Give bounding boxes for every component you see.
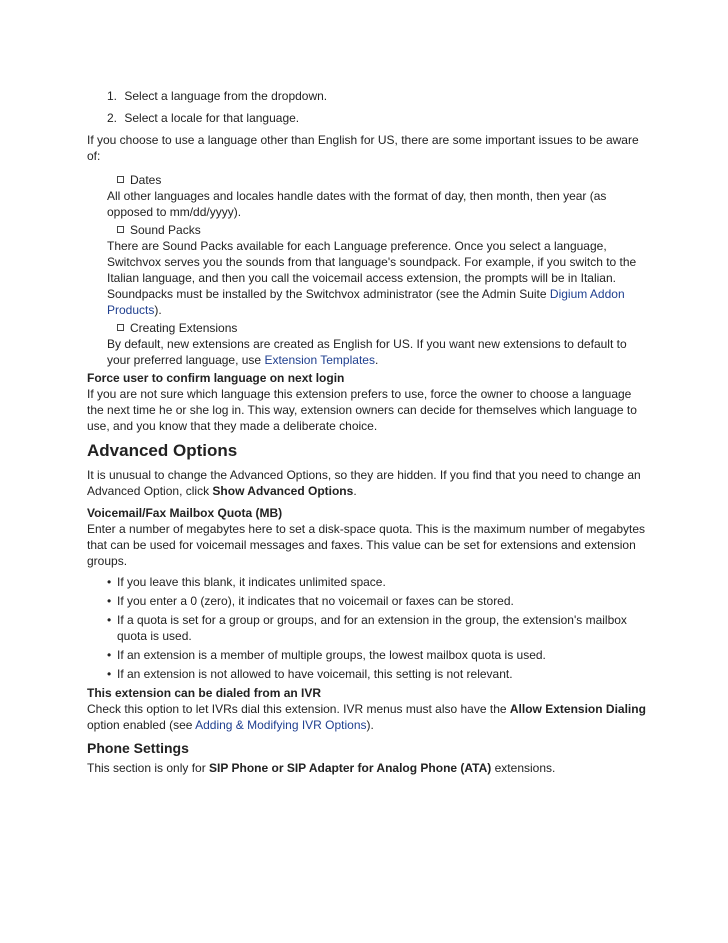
quota-heading: Voicemail/Fax Mailbox Quota (MB) [87,506,283,520]
square-bullet-icon [117,324,124,331]
force-confirm-heading: Force user to confirm language on next login [87,371,345,385]
advanced-options-heading: Advanced Options [87,441,238,460]
issue-title-sound-packs: Sound Packs [107,222,647,238]
ivr-options-link[interactable]: Adding & Modifying IVR Options [195,718,367,732]
language-steps-list [87,88,647,126]
ivr-heading: This extension can be dialed from an IVR [87,686,322,700]
step-number: 1. [107,89,118,103]
square-bullet-icon [117,176,124,183]
step-text: Select a locale for that language. [124,111,300,125]
allow-extension-dialing-label: Allow Extension Dialing [509,702,646,716]
quota-body: Enter a number of megabytes here to set a disk-space quota. This is the maximum number of megabytes that can be used for voicemail messages and faxes. This value can be set for extensions and extension groups. [87,522,646,568]
phone-settings-body: This section is only for SIP Phone or SIP Adapter for Analog Phone (ATA) extensions. [87,761,556,775]
issues-intro: If you choose to use a language other than English for US, there are some important issues to be aware of: [87,133,639,163]
list-item: • If an extension is not allowed to have voicemail, this setting is not relevant. [117,666,647,682]
phone-settings-heading: Phone Settings [87,740,189,756]
step-item [107,88,647,104]
square-bullet-icon [117,226,124,233]
list-item: • If an extension is a member of multiple groups, the lowest mailbox quota is used. [117,647,647,663]
issue-body-sound-packs: There are Sound Packs available for each Language preference. Once you select a language, Switchvox serves you the sounds from that language's soundpack. For example, if you switch to the Italian language, and then you call the voicemail access extension, the prompts will be in Italian. Soundpacks must be installed by the Switchvox administrator (see the Admin Suite Digium Addon Products). [107,239,637,317]
issue-body-dates: All other languages and locales handle dates with the format of day, then month, then year (as opposed to mm/dd/yyyy). [107,189,607,219]
issue-title-dates: Dates [107,172,647,188]
quota-bullets [87,574,647,682]
document-page [87,88,647,776]
list-item: • If you enter a 0 (zero), it indicates that no voicemail or faxes can be stored. [117,593,647,609]
issue-title-creating-extensions: Creating Extensions [107,320,647,336]
step-text: Select a language from the dropdown. [124,89,328,103]
show-advanced-options-label: Show Advanced Options [212,484,354,498]
sip-phone-label: SIP Phone or SIP Adapter for Analog Phone (ATA) [209,761,492,775]
force-confirm-body: If you are not sure which language this extension prefers to use, force the owner to choose a language the next time he or she log in. This way, extension owners can decide for themselves which language to use, and you know that they made a deliberate choice. [87,387,637,433]
advanced-options-intro: It is unusual to change the Advanced Options, so they are hidden. If you find that you need to change an Advanced Option, click Show Advanced Options. [87,468,641,498]
extension-templates-link[interactable]: Extension Templates [264,353,375,367]
digium-addon-products-link[interactable]: Digium Addon Products [107,287,625,317]
issues-list [107,172,647,368]
issue-body-creating-extensions: By default, new extensions are created as English for US. If you want new extensions to default to your preferred language, use Extension Templates. [107,337,627,367]
list-item: • If you leave this blank, it indicates unlimited space. [117,574,647,590]
step-item [107,110,647,126]
step-number: 2. [107,111,118,125]
ivr-body: Check this option to let IVRs dial this extension. IVR menus must also have the Allow Extension Dialing option enabled (see Adding & Modifying IVR Options). [87,702,646,732]
list-item: • If a quota is set for a group or groups, and for an extension in the group, the extension's mailbox quota is used. [117,612,647,644]
